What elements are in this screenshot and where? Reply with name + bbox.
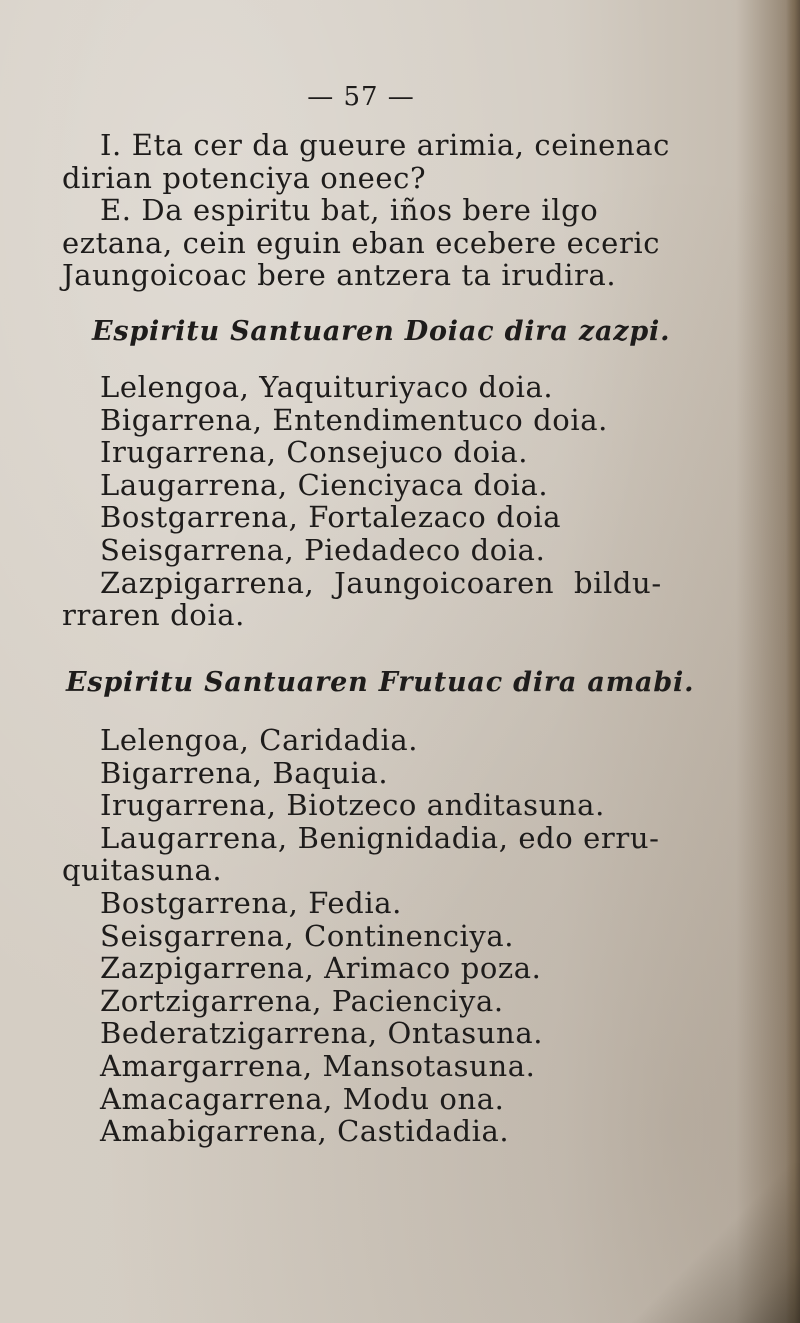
list-item: Amacagarrena, Modu ona.	[100, 1081, 505, 1116]
list-item: Bederatzigarrena, Ontasuna.	[100, 1016, 544, 1051]
section-heading-fruits: Espiritu Santuaren Frutuac dira amabi.	[66, 667, 695, 698]
answer-line-2: eztana, cein eguin eban ecebere eceric	[62, 225, 661, 260]
question-line-2: dirian potenciya oneec?	[62, 160, 427, 195]
list-item: Amabigarrena, Castidadia.	[100, 1114, 510, 1149]
list-item: Bigarrena, Entendimentuco doia.	[100, 402, 608, 437]
list-item: Lelengoa, Yaquituriyaco doia.	[100, 370, 554, 404]
section-heading-gifts: Espiritu Santuaren Doiac dira zazpi.	[92, 316, 671, 347]
qa-block	[62, 129, 674, 292]
list-item: Seisgarrena, Continenciya.	[100, 918, 515, 953]
list-item: Seisgarrena, Piedadeco doia.	[100, 532, 546, 567]
list-item: Bostgarrena, Fortalezaco doia	[100, 500, 562, 535]
page-edge	[786, 0, 800, 1323]
list-item: Zazpigarrena, Jaungoicoaren bildu-	[100, 565, 662, 600]
answer-line-1: E. Da espiritu bat, iños bere ilgo	[100, 193, 599, 228]
list-item: Laugarrena, Benignidadia, edo erru-	[100, 820, 660, 855]
list-item-continuation: quitasuna.	[62, 853, 223, 888]
question-line-1: I. Eta cer da gueure arimia, ceinenac	[100, 128, 670, 162]
fruits-list	[62, 724, 674, 1148]
list-item: Zazpigarrena, Arimaco poza.	[100, 951, 542, 986]
list-item: Irugarrena, Biotzeco anditasuna.	[100, 788, 605, 823]
answer-line-3: Jaungoicoac bere antzera ta irudira.	[62, 258, 617, 293]
list-item: Lelengoa, Caridadia.	[100, 723, 419, 757]
list-item: Bigarrena, Baquia.	[100, 755, 389, 790]
gifts-list	[62, 371, 674, 632]
list-item: Irugarrena, Consejuco doia.	[100, 435, 529, 470]
page-corner-shadow	[620, 1163, 800, 1323]
list-item-continuation: rraren doia.	[62, 598, 245, 633]
list-item: Zortzigarrena, Pacienciya.	[100, 983, 504, 1018]
page-number: — 57 —	[307, 82, 415, 112]
list-item: Amargarrena, Mansotasuna.	[100, 1048, 536, 1083]
list-item: Bostgarrena, Fedia.	[100, 885, 402, 920]
list-item: Laugarrena, Cienciyaca doia.	[100, 467, 549, 502]
